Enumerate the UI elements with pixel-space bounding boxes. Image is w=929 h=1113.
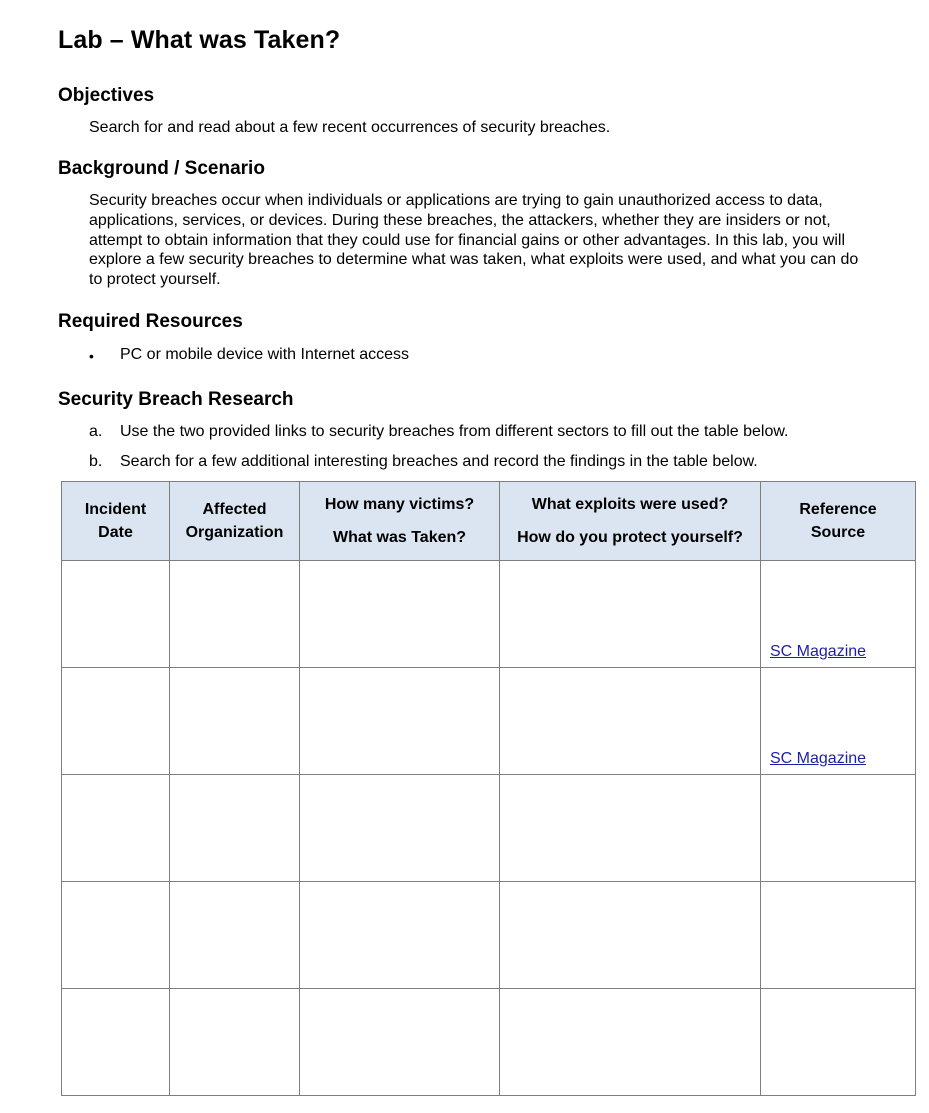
background-line: to protect yourself.	[89, 271, 221, 289]
resource-item: PC or mobile device with Internet access	[120, 346, 410, 363]
background-heading: Background / Scenario	[58, 158, 265, 179]
objectives-text: Search for and read about a few recent occurrences of security breaches.	[89, 119, 611, 136]
sc-magazine-link[interactable]: SC Magazine	[770, 750, 867, 767]
page-title: Lab – What was Taken?	[58, 26, 341, 54]
cell-exploits-protection[interactable]	[500, 668, 761, 775]
background-line: explore a few security breaches to determine what was taken, what exploits were used, and what you can do	[89, 251, 859, 269]
header-text: Affected	[202, 501, 267, 518]
background-line: applications, services, or devices. During these breaches, the attackers, whether they are insiders or not,	[89, 211, 831, 229]
header-text: How do you protect yourself?	[517, 529, 743, 546]
cell-victims-taken[interactable]	[300, 775, 500, 882]
table-row	[62, 989, 916, 1096]
cell-reference-source[interactable]	[761, 775, 916, 882]
header-exploits-protection	[500, 482, 761, 561]
header-text: Organization	[185, 524, 284, 541]
cell-victims-taken[interactable]	[300, 668, 500, 775]
breach-table	[61, 481, 916, 1096]
cell-affected-organization[interactable]	[170, 882, 300, 989]
cell-reference-source[interactable]	[761, 882, 916, 989]
step-text: Search for a few additional interesting breaches and record the findings in the table below.	[120, 453, 758, 470]
cell-affected-organization[interactable]	[170, 561, 300, 668]
header-text: Reference	[799, 501, 877, 518]
background-line: attempt to obtain information that they could use for financial gains or other advantages. In this lab, you will	[89, 231, 845, 249]
cell-affected-organization[interactable]	[170, 668, 300, 775]
background-line: Security breaches occur when individuals or applications are trying to gain unauthorized access to data,	[89, 192, 823, 209]
header-text: Incident	[84, 501, 147, 518]
cell-incident-date[interactable]	[62, 561, 170, 668]
header-text: What exploits were used?	[531, 496, 729, 513]
cell-victims-taken[interactable]	[300, 561, 500, 668]
cell-incident-date[interactable]	[62, 668, 170, 775]
cell-victims-taken[interactable]	[300, 989, 500, 1096]
resources-heading: Required Resources	[58, 311, 243, 332]
header-affected-organization	[170, 482, 300, 561]
header-victims-taken	[300, 482, 500, 561]
research-heading: Security Breach Research	[58, 389, 294, 410]
table-row	[62, 882, 916, 989]
cell-reference-source	[761, 561, 916, 668]
cell-affected-organization[interactable]	[170, 989, 300, 1096]
table-row	[62, 561, 916, 668]
header-reference-source	[761, 482, 916, 561]
cell-reference-source	[761, 668, 916, 775]
cell-exploits-protection[interactable]	[500, 882, 761, 989]
cell-incident-date[interactable]	[62, 882, 170, 989]
step-marker: b.	[89, 453, 103, 470]
header-text: Source	[810, 524, 866, 541]
cell-exploits-protection[interactable]	[500, 561, 761, 668]
cell-reference-source[interactable]	[761, 989, 916, 1096]
cell-exploits-protection[interactable]	[500, 775, 761, 882]
cell-affected-organization[interactable]	[170, 775, 300, 882]
step-text: Use the two provided links to security breaches from different sectors to fill out the table below.	[120, 423, 789, 440]
table-header-row	[62, 482, 916, 561]
sc-magazine-link[interactable]: SC Magazine	[770, 643, 867, 660]
cell-victims-taken[interactable]	[300, 882, 500, 989]
objectives-heading: Objectives	[58, 85, 155, 106]
header-text: How many victims?	[324, 496, 475, 513]
cell-incident-date[interactable]	[62, 775, 170, 882]
cell-incident-date[interactable]	[62, 989, 170, 1096]
step-marker: a.	[89, 423, 103, 440]
bullet-icon: •	[89, 348, 94, 364]
cell-exploits-protection[interactable]	[500, 989, 761, 1096]
header-text: Date	[98, 524, 133, 541]
table-row	[62, 668, 916, 775]
header-text: What was Taken?	[332, 529, 467, 546]
table-row	[62, 775, 916, 882]
background-paragraph	[89, 191, 919, 290]
header-incident-date	[62, 482, 170, 561]
